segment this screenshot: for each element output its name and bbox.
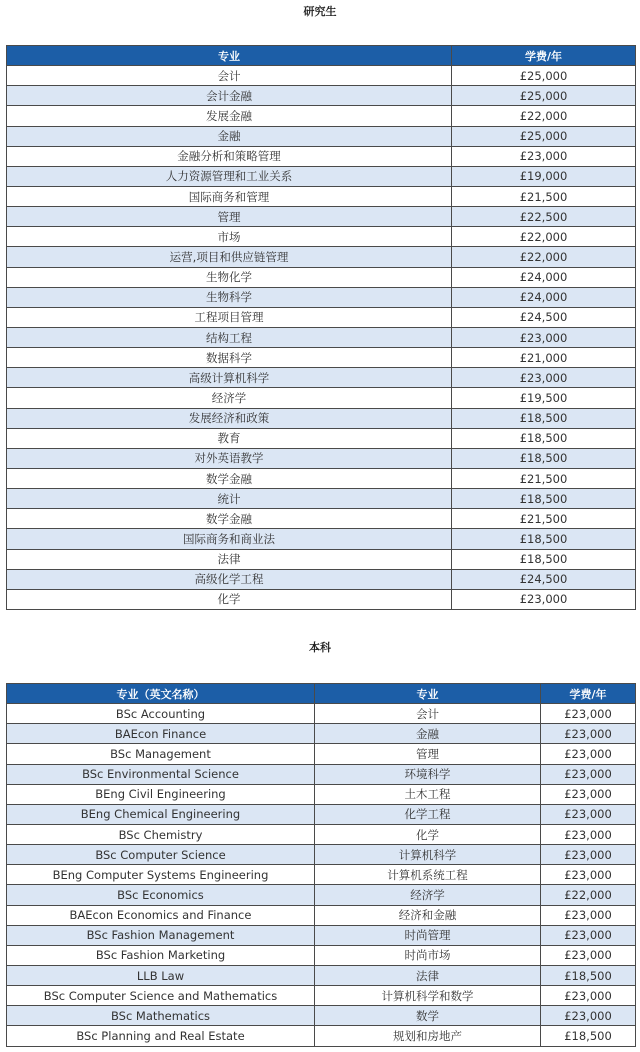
- fee-cell: £21,000: [452, 348, 636, 368]
- major-cell: 时尚管理: [315, 925, 541, 945]
- fee-cell: £23,000: [541, 724, 636, 744]
- table-row: [7, 824, 636, 844]
- fee-cell: £24,000: [452, 287, 636, 307]
- major-cell: 计算机科学和数学: [315, 986, 541, 1006]
- fee-cell: £18,500: [452, 529, 636, 549]
- table-row: [7, 865, 636, 885]
- fee-cell: £24,000: [452, 267, 636, 287]
- major-cell: 经济和金融: [315, 905, 541, 925]
- table-row: [7, 804, 636, 824]
- table-row: [7, 845, 636, 865]
- major-cell: 教育: [7, 428, 452, 448]
- table-row: [7, 744, 636, 764]
- fee-cell: £23,000: [541, 1006, 636, 1026]
- major-english-cell: BSc Mathematics: [7, 1006, 315, 1026]
- table-row: [7, 307, 636, 327]
- fee-cell: £23,000: [541, 905, 636, 925]
- major-english-cell: BEng Civil Engineering: [7, 784, 315, 804]
- fee-cell: £23,000: [452, 368, 636, 388]
- major-cell: 高级计算机科学: [7, 368, 452, 388]
- table-row: [7, 589, 636, 609]
- major-cell: 土木工程: [315, 784, 541, 804]
- table-row: [7, 448, 636, 468]
- major-cell: 运营,项目和供应链管理: [7, 247, 452, 267]
- major-cell: 发展经济和政策: [7, 408, 452, 428]
- fee-cell: £18,500: [452, 489, 636, 509]
- major-cell: 生物科学: [7, 287, 452, 307]
- fee-cell: £22,000: [541, 885, 636, 905]
- major-cell: 国际商务和管理: [7, 186, 452, 206]
- table-row: [7, 66, 636, 86]
- fee-cell: £18,500: [452, 408, 636, 428]
- undergraduate-section-title: 本科: [309, 641, 331, 654]
- major-cell: 会计: [7, 66, 452, 86]
- major-cell: 规划和房地产: [315, 1026, 541, 1046]
- fee-cell: £23,000: [541, 704, 636, 724]
- fee-cell: £22,000: [452, 247, 636, 267]
- major-cell: 管理: [315, 744, 541, 764]
- major-english-cell: BSc Fashion Marketing: [7, 945, 315, 965]
- table-row: [7, 945, 636, 965]
- table-row: [7, 287, 636, 307]
- major-cell: 数学金融: [7, 509, 452, 529]
- column-header-major: 专业: [315, 684, 541, 704]
- table-row: [7, 549, 636, 569]
- fee-cell: £19,000: [452, 166, 636, 186]
- major-cell: 经济学: [315, 885, 541, 905]
- fee-cell: £21,500: [452, 468, 636, 488]
- fee-cell: £21,500: [452, 509, 636, 529]
- major-cell: 经济学: [7, 388, 452, 408]
- fee-cell: £23,000: [452, 146, 636, 166]
- fee-cell: £22,000: [452, 106, 636, 126]
- table-row: [7, 965, 636, 985]
- major-english-cell: BSc Management: [7, 744, 315, 764]
- major-cell: 金融分析和策略管理: [7, 146, 452, 166]
- major-cell: 法律: [7, 549, 452, 569]
- column-header-fee: 学费/年: [541, 684, 636, 704]
- major-cell: 金融: [7, 126, 452, 146]
- major-cell: 市场: [7, 227, 452, 247]
- fee-cell: £23,000: [452, 589, 636, 609]
- table-row: [7, 569, 636, 589]
- major-english-cell: BEng Chemical Engineering: [7, 804, 315, 824]
- fee-cell: £18,500: [452, 428, 636, 448]
- fee-cell: £25,000: [452, 66, 636, 86]
- undergraduate-fees-table: [6, 683, 636, 1047]
- table-row: [7, 764, 636, 784]
- table-row: [7, 489, 636, 509]
- fee-cell: £19,500: [452, 388, 636, 408]
- table-row: [7, 408, 636, 428]
- fee-cell: £23,000: [452, 327, 636, 347]
- major-english-cell: BSc Economics: [7, 885, 315, 905]
- table-row: [7, 348, 636, 368]
- major-english-cell: BSc Computer Science and Mathematics: [7, 986, 315, 1006]
- fee-cell: £25,000: [452, 86, 636, 106]
- major-english-cell: BSc Accounting: [7, 704, 315, 724]
- major-english-cell: BAEcon Finance: [7, 724, 315, 744]
- fee-cell: £23,000: [541, 945, 636, 965]
- major-cell: 工程项目管理: [7, 307, 452, 327]
- major-cell: 国际商务和商业法: [7, 529, 452, 549]
- table-row: [7, 267, 636, 287]
- fee-cell: £18,500: [452, 448, 636, 468]
- major-cell: 环境科学: [315, 764, 541, 784]
- fee-cell: £22,000: [452, 227, 636, 247]
- fee-cell: £23,000: [541, 824, 636, 844]
- table-row: [7, 1006, 636, 1026]
- column-header-major: 专业: [7, 46, 452, 66]
- major-cell: 化学: [7, 589, 452, 609]
- table-row: [7, 327, 636, 347]
- major-english-cell: BSc Environmental Science: [7, 764, 315, 784]
- table-row: [7, 146, 636, 166]
- table-row: [7, 368, 636, 388]
- major-english-cell: BAEcon Economics and Finance: [7, 905, 315, 925]
- table-row: [7, 86, 636, 106]
- table-row: [7, 529, 636, 549]
- fee-cell: £21,500: [452, 186, 636, 206]
- table-row: [7, 885, 636, 905]
- table-row: [7, 247, 636, 267]
- column-header-fee: 学费/年: [452, 46, 636, 66]
- major-cell: 发展金融: [7, 106, 452, 126]
- fee-cell: £24,500: [452, 569, 636, 589]
- table-row: [7, 207, 636, 227]
- fee-cell: £23,000: [541, 865, 636, 885]
- fee-cell: £23,000: [541, 845, 636, 865]
- fee-cell: £25,000: [452, 126, 636, 146]
- table-row: [7, 428, 636, 448]
- table-row: [7, 126, 636, 146]
- fee-cell: £23,000: [541, 804, 636, 824]
- graduate-fees-table: [6, 45, 636, 610]
- major-cell: 高级化学工程: [7, 569, 452, 589]
- major-cell: 统计: [7, 489, 452, 509]
- major-cell: 化学: [315, 824, 541, 844]
- fee-cell: £23,000: [541, 784, 636, 804]
- column-header-major-english: 专业（英文名称）: [7, 684, 315, 704]
- table-row: [7, 509, 636, 529]
- fee-cell: £23,000: [541, 986, 636, 1006]
- table-row: [7, 468, 636, 488]
- major-cell: 会计金融: [7, 86, 452, 106]
- major-cell: 人力资源管理和工业关系: [7, 166, 452, 186]
- major-english-cell: LLB Law: [7, 965, 315, 985]
- major-cell: 计算机系统工程: [315, 865, 541, 885]
- table-row: [7, 784, 636, 804]
- table-row: [7, 1026, 636, 1046]
- major-cell: 时尚市场: [315, 945, 541, 965]
- major-cell: 对外英语教学: [7, 448, 452, 468]
- table-row: [7, 704, 636, 724]
- fee-cell: £22,500: [452, 207, 636, 227]
- table-row: [7, 106, 636, 126]
- table-row: [7, 227, 636, 247]
- table-row: [7, 724, 636, 744]
- fee-cell: £18,500: [452, 549, 636, 569]
- major-english-cell: BSc Planning and Real Estate: [7, 1026, 315, 1046]
- fee-cell: £24,500: [452, 307, 636, 327]
- major-cell: 法律: [315, 965, 541, 985]
- major-english-cell: BEng Computer Systems Engineering: [7, 865, 315, 885]
- major-cell: 数学金融: [7, 468, 452, 488]
- fee-cell: £23,000: [541, 764, 636, 784]
- table-header-row: [7, 46, 636, 66]
- major-cell: 金融: [315, 724, 541, 744]
- table-header-row: [7, 684, 636, 704]
- major-cell: 化学工程: [315, 804, 541, 824]
- major-cell: 计算机科学: [315, 845, 541, 865]
- table-row: [7, 166, 636, 186]
- table-row: [7, 905, 636, 925]
- major-cell: 结构工程: [7, 327, 452, 347]
- table-row: [7, 986, 636, 1006]
- table-row: [7, 388, 636, 408]
- fee-cell: £23,000: [541, 925, 636, 945]
- table-row: [7, 925, 636, 945]
- major-cell: 生物化学: [7, 267, 452, 287]
- major-cell: 会计: [315, 704, 541, 724]
- major-english-cell: BSc Fashion Management: [7, 925, 315, 945]
- graduate-section-title: 研究生: [303, 5, 337, 18]
- fee-cell: £18,500: [541, 965, 636, 985]
- major-english-cell: BSc Chemistry: [7, 824, 315, 844]
- major-english-cell: BSc Computer Science: [7, 845, 315, 865]
- major-cell: 管理: [7, 207, 452, 227]
- major-cell: 数学: [315, 1006, 541, 1026]
- fee-cell: £23,000: [541, 744, 636, 764]
- major-cell: 数据科学: [7, 348, 452, 368]
- fee-cell: £18,500: [541, 1026, 636, 1046]
- table-row: [7, 186, 636, 206]
